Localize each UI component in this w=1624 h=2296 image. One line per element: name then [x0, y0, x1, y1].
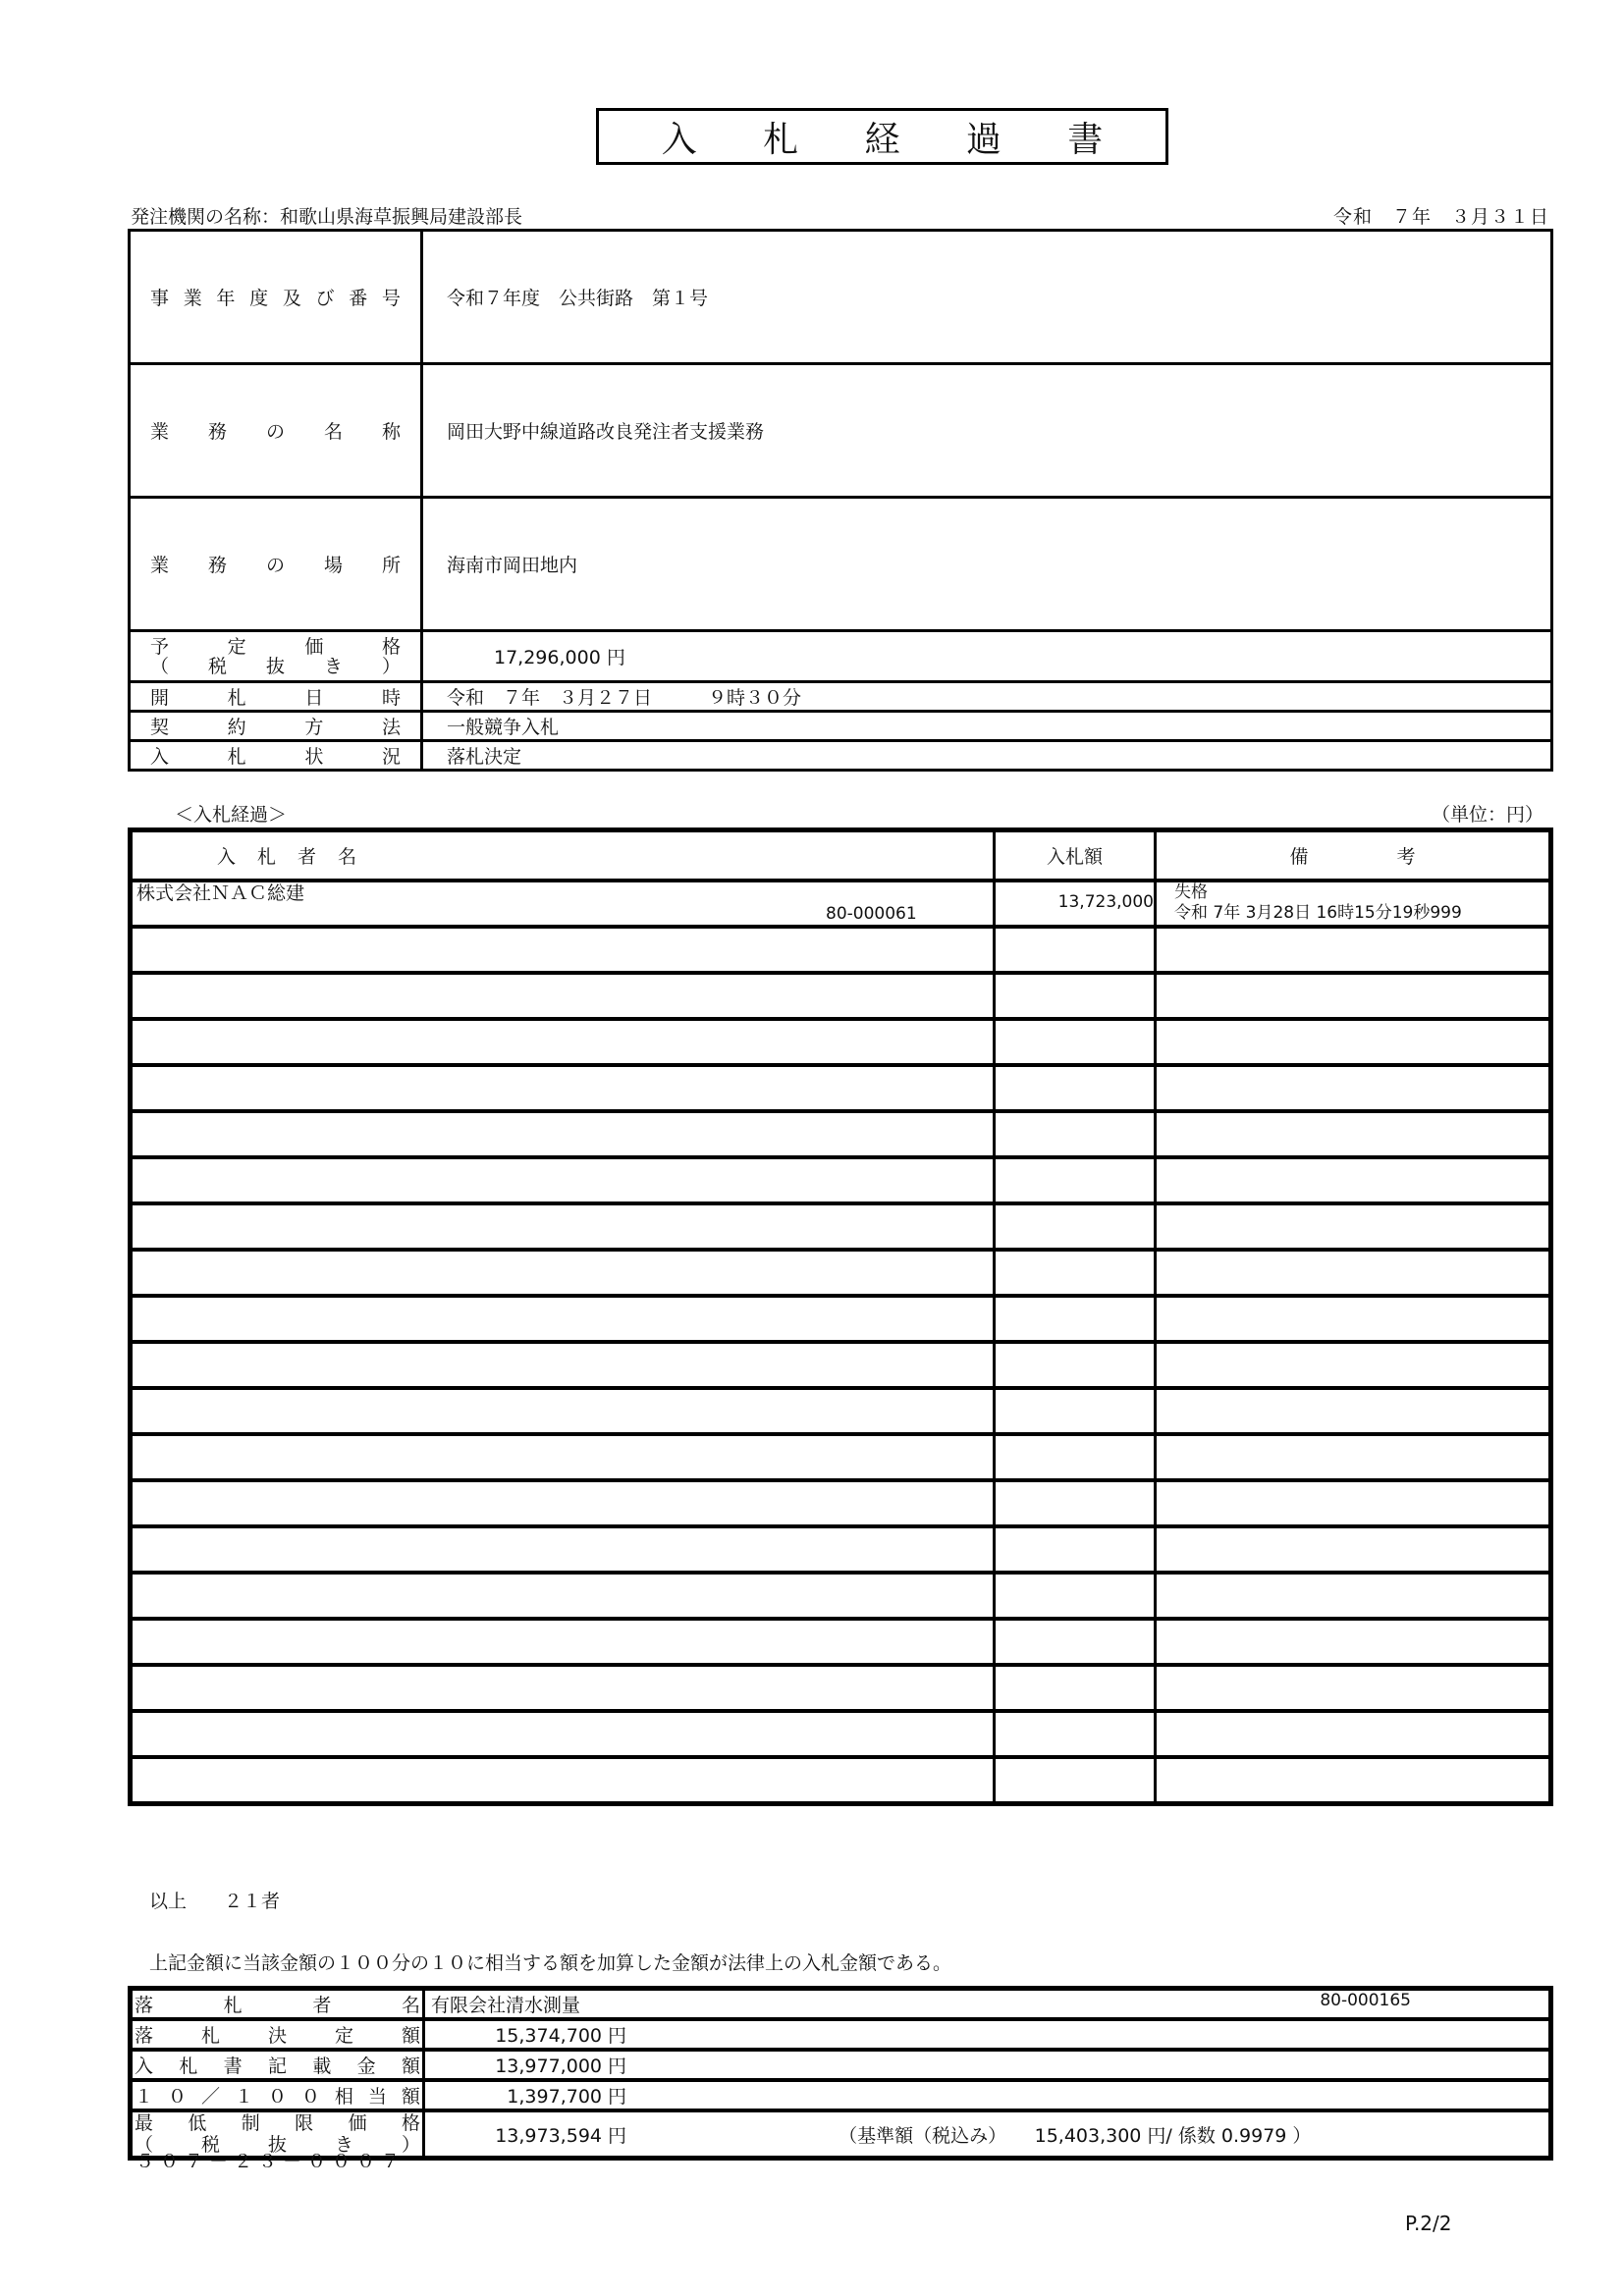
table-row — [131, 1665, 1551, 1711]
info-label — [130, 231, 422, 364]
table-row — [131, 1111, 1551, 1157]
label-char: 名 — [401, 1995, 420, 2016]
table-row — [131, 1757, 1551, 1804]
info-label — [130, 364, 422, 498]
amount-cell — [995, 1111, 1156, 1157]
remarks-cell — [1156, 1526, 1551, 1573]
label-char: 度 — [249, 288, 269, 309]
label-char: 務 — [207, 555, 227, 576]
header-char: 名 — [338, 846, 357, 868]
label-char: 業 — [183, 288, 202, 309]
bidder-cell — [131, 1065, 995, 1111]
info-value: 落札決定 — [422, 741, 1552, 771]
bidder-cell — [131, 1111, 995, 1157]
bidder-cell — [131, 1019, 995, 1065]
label-char: 場 — [323, 555, 343, 576]
label-char: 額 — [401, 2025, 420, 2047]
info-value: 岡田大野中線道路改良発注者支援業務 — [422, 364, 1552, 498]
label-char: １ — [234, 2086, 253, 2108]
label-char: 落 — [135, 2025, 154, 2047]
label-char: （ — [135, 2134, 154, 2156]
amount-cell — [995, 1388, 1156, 1434]
column-header-bidder — [131, 830, 995, 881]
label-char: 低 — [188, 2112, 207, 2134]
title-char: 経 — [864, 119, 900, 160]
label-char: 当 — [367, 2086, 387, 2108]
label-char: 事 — [150, 288, 170, 309]
amount-cell — [995, 1250, 1156, 1296]
amount-cell — [995, 1619, 1156, 1665]
bidder-cell — [131, 1388, 995, 1434]
info-label — [130, 498, 422, 631]
amount-cell — [995, 973, 1156, 1019]
remarks-cell — [1156, 1711, 1551, 1757]
label-char: ） — [381, 655, 401, 677]
label-char: 年 — [216, 288, 236, 309]
label-char: 書 — [223, 2056, 243, 2077]
label-char: ０ — [300, 2086, 320, 2108]
bidder-cell — [131, 1434, 995, 1480]
table-row — [131, 881, 1551, 927]
table-row — [131, 1434, 1551, 1480]
amount-cell — [995, 1665, 1156, 1711]
summary-value — [424, 2080, 1551, 2110]
amount-cell — [995, 1296, 1156, 1342]
label-char: 契 — [150, 717, 170, 738]
remarks-cell — [1156, 881, 1551, 927]
remarks-cell — [1156, 1019, 1551, 1065]
label-char: 最 — [135, 2112, 154, 2134]
title-char: 札 — [763, 119, 799, 160]
amount-cell — [995, 1711, 1156, 1757]
label-char: 価 — [348, 2112, 367, 2134]
label-char: ／ — [200, 2086, 220, 2108]
bidder-cell — [131, 1526, 995, 1573]
label-char: 時 — [381, 687, 401, 709]
remarks-cell — [1156, 1434, 1551, 1480]
document-date: 令和 ７年 ３月３１日 — [1332, 206, 1549, 228]
label-char: 号 — [381, 288, 401, 309]
page-number: P.2/2 — [1405, 2212, 1452, 2235]
tax-note: 上記金額に当該金額の１００分の１０に相当する額を加算した金額が法律上の入札金額である。 — [149, 1952, 952, 1974]
remarks-cell — [1156, 1480, 1551, 1526]
bidder-cell — [131, 1480, 995, 1526]
summary-label — [131, 1989, 424, 2020]
label-char: 況 — [381, 746, 401, 768]
info-label — [130, 631, 422, 682]
label-char: 相 — [334, 2086, 353, 2108]
remarks-cell — [1156, 1619, 1551, 1665]
table-row — [131, 1019, 1551, 1065]
amount-cell — [995, 1480, 1156, 1526]
info-table — [128, 229, 1553, 772]
info-row-fiscal-year — [130, 231, 1552, 364]
remarks-cell — [1156, 973, 1551, 1019]
label-char: 記 — [267, 2056, 287, 2077]
label-char: 額 — [401, 2056, 420, 2077]
label-char: 称 — [381, 421, 401, 443]
remarks-cell — [1156, 1665, 1551, 1711]
label-char: 金 — [356, 2056, 376, 2077]
total-bidders: 以上 ２１者 — [149, 1891, 281, 1912]
amount-cell — [995, 1757, 1156, 1804]
currency-unit: 円 — [608, 2124, 627, 2147]
bidder-id: 80-000061 — [826, 904, 917, 924]
label-char: 入 — [150, 746, 170, 768]
bidder-cell — [131, 1619, 995, 1665]
table-row — [131, 1296, 1551, 1342]
remarks-cell — [1156, 1065, 1551, 1111]
info-value: 海南市岡田地内 — [422, 498, 1552, 631]
header-char: 者 — [298, 846, 317, 868]
summary-row-tax-amount — [131, 2080, 1551, 2110]
bidder-cell — [131, 973, 995, 1019]
label-char: 番 — [349, 288, 368, 309]
amount-cell — [995, 1203, 1156, 1250]
label-char: ） — [401, 2134, 420, 2156]
amount-cell — [995, 1526, 1156, 1573]
summary-row-winner — [131, 1989, 1551, 2020]
remarks-cell — [1156, 1111, 1551, 1157]
header-char: 札 — [257, 846, 277, 868]
summary-label — [131, 2019, 424, 2050]
label-char: 制 — [241, 2112, 260, 2134]
currency-unit: 円 — [608, 2056, 627, 2077]
table-row — [131, 1250, 1551, 1296]
winner-id: 80-000165 — [1320, 1991, 1411, 2010]
label-char: 札 — [227, 687, 246, 709]
amount-cell — [995, 927, 1156, 973]
table-row — [131, 1480, 1551, 1526]
header-char: 入 — [217, 846, 237, 868]
remarks-cell — [1156, 927, 1551, 973]
decided-amount: 15,374,700 — [495, 2025, 602, 2047]
amount-cell — [995, 881, 1156, 927]
info-value: 令和 ７年 ３月２７日 ９時３０分 — [422, 682, 1552, 712]
label-char: き — [323, 655, 343, 677]
written-amount: 13,977,000 — [495, 2056, 602, 2077]
currency-unit: 円 — [608, 2025, 627, 2047]
summary-row-decided-amount — [131, 2019, 1551, 2050]
table-row — [131, 1065, 1551, 1111]
bidder-cell — [131, 1296, 995, 1342]
info-value: 令和７年度 公共街路 第１号 — [422, 231, 1552, 364]
remarks-cell — [1156, 1250, 1551, 1296]
info-row-bid-status — [130, 741, 1552, 771]
label-char: 法 — [381, 717, 401, 738]
bidder-cell — [131, 1711, 995, 1757]
remarks-cell — [1156, 1157, 1551, 1203]
bidder-cell — [131, 1573, 995, 1619]
label-char: き — [334, 2134, 353, 2156]
info-label — [130, 682, 422, 712]
column-header-amount: 入札額 — [995, 830, 1156, 881]
unit-label: （単位：円） — [1431, 804, 1543, 826]
bid-amount: 13,723,000 — [1057, 892, 1154, 912]
label-char: 額 — [401, 2086, 420, 2108]
tax-amount: 1,397,700 — [507, 2086, 602, 2108]
info-row-contract-method — [130, 712, 1552, 741]
label-char: 業 — [150, 555, 170, 576]
info-label — [130, 712, 422, 741]
label-char: 開 — [150, 687, 170, 709]
winner-name: 有限会社清水測量 — [431, 1995, 581, 2016]
label-char: 札 — [227, 746, 246, 768]
label-char: 日 — [304, 687, 324, 709]
bids-table — [128, 828, 1553, 1806]
label-char: 務 — [207, 421, 227, 443]
info-label — [130, 741, 422, 771]
table-row — [131, 1157, 1551, 1203]
table-row — [131, 927, 1551, 973]
table-row — [131, 1203, 1551, 1250]
summary-value — [424, 2050, 1551, 2080]
title-char: 過 — [965, 119, 1001, 160]
amount-cell — [995, 1434, 1156, 1480]
document-title — [596, 108, 1168, 165]
remarks-cell — [1156, 1296, 1551, 1342]
label-char: ０ — [167, 2086, 187, 2108]
label-char: 定 — [227, 635, 246, 658]
summary-label — [131, 2080, 424, 2110]
label-char: 札 — [179, 2056, 198, 2077]
header-char: 考 — [1396, 846, 1416, 868]
bidder-cell — [131, 1757, 995, 1804]
bidder-cell — [131, 881, 995, 927]
issuer-name: 発注機関の名称：和歌山県海草振興局建設部長 — [131, 206, 523, 228]
label-char: 約 — [227, 717, 246, 738]
label-char: 予 — [150, 635, 170, 658]
minimum-price-basis: （基準額（税込み） 15,403,300 円/ 係数 0.9979 ） — [839, 2124, 1312, 2147]
table-row — [131, 973, 1551, 1019]
info-row-work-name — [130, 364, 1552, 498]
summary-table — [128, 1986, 1553, 2161]
currency-unit: 円 — [608, 2086, 627, 2108]
label-char: 定 — [334, 2025, 353, 2047]
remarks-cell — [1156, 1203, 1551, 1250]
label-char: 札 — [200, 2025, 220, 2047]
label-char: 抜 — [265, 655, 285, 677]
label-char: （ — [150, 655, 170, 677]
column-header-remarks — [1156, 830, 1551, 881]
bids-header-row — [131, 830, 1551, 881]
label-char: 落 — [135, 1995, 154, 2016]
label-char: 決 — [267, 2025, 287, 2047]
table-row — [131, 1619, 1551, 1665]
bid-section-heading: ＜入札経過＞ — [175, 804, 288, 826]
label-char: 税 — [207, 655, 227, 677]
summary-value — [424, 2019, 1551, 2050]
label-char: の — [265, 555, 285, 576]
label-char: 格 — [381, 635, 401, 658]
label-char: び — [315, 288, 335, 309]
label-char: 格 — [401, 2112, 420, 2134]
label-char: 状 — [304, 746, 324, 768]
label-char: １ — [135, 2086, 154, 2108]
bidder-name: 株式会社ＮＡＣ総建 — [136, 882, 305, 904]
bidder-cell — [131, 927, 995, 973]
label-char: 載 — [312, 2056, 332, 2077]
remarks-cell — [1156, 1342, 1551, 1388]
title-char: 書 — [1067, 119, 1104, 160]
label-char: 名 — [323, 421, 343, 443]
amount-cell — [995, 1157, 1156, 1203]
minimum-price: 13,973,594 — [495, 2124, 602, 2147]
summary-value — [424, 2110, 1551, 2159]
amount-cell — [995, 1019, 1156, 1065]
info-value: 17,296,000 円 — [422, 631, 1552, 682]
bidder-cell — [131, 1250, 995, 1296]
label-char: 方 — [304, 717, 324, 738]
remarks-cell — [1156, 1573, 1551, 1619]
info-row-opening-datetime — [130, 682, 1552, 712]
bidder-cell — [131, 1157, 995, 1203]
table-row — [131, 1573, 1551, 1619]
summary-row-written-amount — [131, 2050, 1551, 2080]
remark-timestamp: 令和 7年 3月28日 16時15分19秒999 — [1174, 903, 1462, 923]
label-char: 及 — [282, 288, 301, 309]
bidder-cell — [131, 1203, 995, 1250]
remarks-cell — [1156, 1388, 1551, 1434]
label-char: 札 — [223, 1995, 243, 2016]
label-char: ０ — [267, 2086, 287, 2108]
summary-label — [131, 2050, 424, 2080]
label-char: 入 — [135, 2056, 154, 2077]
summary-value — [424, 1989, 1551, 2020]
label-char: 抜 — [267, 2134, 287, 2156]
info-value: 一般競争入札 — [422, 712, 1552, 741]
info-row-work-location — [130, 498, 1552, 631]
title-char: 入 — [661, 119, 697, 160]
remark-status: 失格 — [1174, 882, 1208, 902]
amount-cell — [995, 1342, 1156, 1388]
table-row — [131, 1526, 1551, 1573]
amount-cell — [995, 1573, 1156, 1619]
label-char: 所 — [381, 555, 401, 576]
label-char: 業 — [150, 421, 170, 443]
bidder-cell — [131, 1342, 995, 1388]
label-char: 税 — [200, 2134, 220, 2156]
label-char: 限 — [295, 2112, 314, 2134]
document-code: ５０７－２３－０００７ — [135, 2151, 406, 2172]
header-char: 備 — [1289, 846, 1309, 868]
info-row-estimated-price — [130, 631, 1552, 682]
amount-cell — [995, 1065, 1156, 1111]
label-char: 価 — [304, 635, 324, 658]
table-row — [131, 1388, 1551, 1434]
bidder-cell — [131, 1665, 995, 1711]
label-char: 者 — [312, 1995, 332, 2016]
remarks-cell — [1156, 1757, 1551, 1804]
label-char: の — [265, 421, 285, 443]
table-row — [131, 1342, 1551, 1388]
table-row — [131, 1711, 1551, 1757]
